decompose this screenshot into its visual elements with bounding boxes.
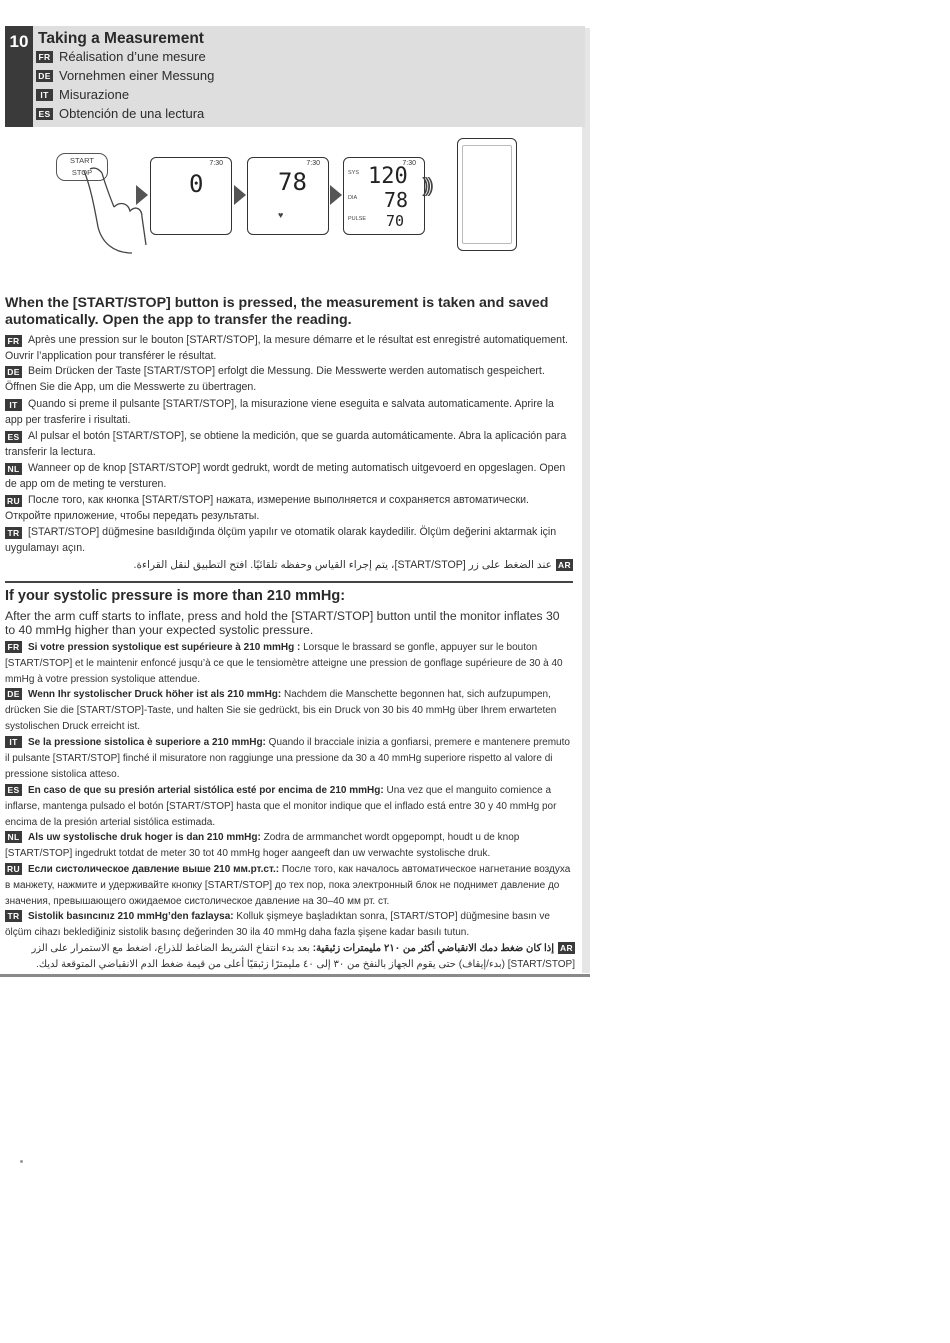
instruction-text: Al pulsar el botón [START/STOP], se obtiene la medición, que se guarda automáticamente. Abra la aplicación para transferir la lectura. — [5, 430, 567, 458]
instruction-text: Wanneer op de knop [START/STOP] wordt gedrukt, wordt de meting automatisch uitgevoerd en opgeslagen. Open de app om de meting te versturen. — [5, 462, 566, 490]
lcd-pulse-value: 70 — [386, 212, 405, 230]
note-heading: Sistolik basıncınız 210 mmHg’den fazlaysa: — [28, 911, 234, 922]
dia-label: DIA — [348, 195, 358, 201]
measurement-illustration — [40, 135, 580, 265]
section2-lead: After the arm cuff starts to inflate, press and hold the [START/STOP] button until the monitor inflates 30 to 40 mmHg higher than your expected systolic pressure. — [5, 609, 560, 637]
note-text: Zodra de armmanchet wordt opgepompt, houdt u de knop [START/STOP] ingedrukt totdat de meter 30 tot 40 mmHg hoger aangeeft dan uw verwachte systolische druk. — [5, 832, 520, 859]
note-text: Una vez que el manguito comience a inflarse, mantenga pulsado el botón [START/STOP] hasta que el monitor indique que el inflado está entre 30 y 40 mmHg por encima de la presión arterial sistólica estimada. — [5, 785, 557, 828]
instruction-tr — [5, 524, 573, 556]
arrow-icon — [136, 185, 148, 205]
note-heading: Wenn Ihr systolischer Druck höher ist als 210 mmHg: — [28, 689, 282, 700]
note-nl — [5, 830, 575, 862]
language-code: FR — [36, 51, 53, 63]
language-code: ES — [5, 431, 22, 443]
step-number: 10 — [5, 26, 33, 127]
subtitle-text: Misurazione — [59, 87, 130, 102]
language-code: NL — [5, 831, 22, 843]
instruction-fr — [5, 332, 573, 364]
section-title: Taking a Measurement — [38, 30, 204, 47]
page-edge-shadow — [582, 28, 590, 973]
language-code: ES — [36, 108, 53, 120]
language-code: RU — [5, 863, 22, 875]
instruction-ar — [5, 557, 573, 573]
lcd-value: 0 — [189, 170, 204, 198]
language-code: FR — [5, 641, 22, 653]
language-code: IT — [36, 89, 53, 101]
note-text: Quando il bracciale inizia a gonfiarsi, premere e mantenere premuto il pulsante [START/STOP] finché il misuratore non raggiunge una pressione da 30 a 40 mmHg superiore rispetto al valore di pressione sistolica atteso. — [5, 737, 570, 780]
instruction-text: После того, как кнопка [START/STOP] нажата, измерение выполняется и сохраняется автоматически. Откройте приложение, чтобы передать результаты. — [5, 494, 529, 522]
lcd-time: 7:30 — [306, 160, 320, 167]
lcd-time: 7:30 — [402, 160, 416, 167]
subtitle-it — [36, 87, 129, 102]
subtitle-text: Réalisation d’une mesure — [59, 49, 206, 64]
pulse-label: PULSE — [348, 216, 367, 222]
note-text: Lorsque le brassard se gonfle, appuyer sur le bouton [START/STOP] et le maintenir enfoncé jusqu’à ce que le tensiomètre atteigne une pression de gonflage supérieure de 30 à 40 mmHg à votre pression systolique attendue. — [5, 642, 563, 685]
instruction-text: [START/STOP] düğmesine basıldığında ölçüm yapılır ve otomatik olarak kaydedilir. Ölçüm değerini aktarmak için uygulamayı açın. — [5, 526, 557, 554]
note-heading: Si votre pression systolique est supérieure à 210 mmHg : — [28, 642, 301, 653]
button-label-start: START — [70, 156, 94, 165]
arrow-icon — [330, 185, 342, 205]
instruction-text: Beim Drücken der Taste [START/STOP] erfolgt die Messung. Die Messwerte werden automatisch gespeichert. Öffnen Sie die App, um die Messwerte zu übertragen. — [5, 365, 545, 393]
language-code: AR — [556, 559, 573, 571]
note-heading: Als uw systolische druk hoger is dan 210 mmHg: — [28, 832, 261, 843]
note-text: بعد بدء انتفاخ الشريط الضاغط للذراع، اضغط مع الاستمرار على الزر [START/STOP] (بدء/إيقاف) حتى يقوم الجهاز بالنفخ من ٣٠ إلى ٤٠ مليمترًا زئبقيًا أعلى من قيمة ضغط الدم الانقباضي المتوقعة لديك. — [31, 943, 575, 970]
note-it — [5, 735, 575, 782]
lcd-time: 7:30 — [209, 160, 223, 167]
language-code: IT — [5, 399, 22, 411]
note-heading: إذا كان ضغط دمك الانقباضي أكثر من ٢١٠ مليمترات زئبقية: — [312, 943, 554, 954]
language-code: FR — [5, 335, 22, 347]
instruction-text: Quando si preme il pulsante [START/STOP], la misurazione viene eseguita e salvata automaticamente. Aprire la app per trasferire i risultati. — [5, 398, 554, 426]
section2-heading: If your systolic pressure is more than 210 mmHg: — [5, 588, 346, 604]
note-de — [5, 687, 575, 734]
lcd-value: 78 — [278, 168, 307, 196]
section-header — [5, 26, 585, 127]
instruction-nl — [5, 460, 573, 492]
note-text: После того, как началось автоматическое нагнетание воздуха в манжету, нажмите и удерживайте кнопку [START/STOP] до тех пор, пока электронный блок не поднимет давление до значения, превышающего ожидаемое систолическое давление на 30–40 мм рт. ст. — [5, 864, 571, 907]
instruction-text: عند الضغط على زر [START/STOP]، يتم إجراء القياس وحفظه تلقائيًا. افتح التطبيق لنقل القراءة. — [133, 559, 552, 571]
language-code: AR — [558, 942, 575, 954]
subtitle-text: Obtención de una lectura — [59, 106, 205, 121]
language-code: NL — [5, 463, 22, 475]
note-fr — [5, 640, 575, 687]
note-text: Kolluk şişmeye başladıktan sonra, [START/STOP] düğmesine basın ve ölçüm cihazı beklediğiniz sistolik basınç değerinden 30 ila 40 mmHg daha fazla şişene kadar basılı tutun. — [5, 911, 550, 938]
instruction-text: Après une pression sur le bouton [START/STOP], la mesure démarre et le résultat est enregistré automatiquement. Ouvrir l’application pour transférer le résultat. — [5, 334, 568, 362]
note-ar — [5, 941, 575, 973]
lcd-screen-start — [150, 157, 232, 235]
section1-heading: When the [START/STOP] button is pressed, the measurement is taken and saved automatically. Open the app to transfer the reading. — [5, 295, 549, 328]
smartphone-icon — [457, 138, 517, 251]
note-heading: Если систолическое давление выше 210 мм.рт.ст.: — [28, 864, 280, 875]
instruction-de — [5, 363, 573, 395]
subtitle-es — [36, 106, 204, 121]
note-tr — [5, 909, 575, 941]
language-code: TR — [5, 910, 22, 922]
language-code: ES — [5, 784, 22, 796]
instruction-es — [5, 428, 573, 460]
language-code: DE — [36, 70, 53, 82]
button-label-stop: STOP — [71, 168, 93, 177]
language-code: RU — [5, 495, 22, 507]
lcd-sys-value: 120 — [368, 164, 408, 189]
language-code: TR — [5, 527, 22, 539]
note-heading: En caso de que su presión arterial sistólica esté por encima de 210 mmHg: — [28, 785, 384, 796]
lcd-dia-value: 78 — [384, 188, 409, 212]
lcd-screen-measuring — [247, 157, 329, 235]
arrow-icon — [234, 185, 246, 205]
subtitle-text: Vornehmen einer Messung — [59, 68, 215, 83]
instruction-it — [5, 396, 573, 428]
language-code: IT — [5, 736, 22, 748]
note-heading: Se la pressione sistolica è superiore a 210 mmHg: — [28, 737, 266, 748]
subtitle-de — [36, 68, 214, 83]
note-ru — [5, 862, 575, 909]
page-bottom-edge — [0, 974, 590, 977]
language-code: DE — [5, 688, 22, 700]
instruction-ru — [5, 492, 573, 524]
bluetooth-waves-icon: ))) — [422, 175, 430, 197]
note-text: Nachdem die Manschette begonnen hat, sich aufzupumpen, drücken Sie die [START/STOP]-Taste, und halten Sie sie gedrückt, bis ein Druck von 30 bis 40 mmHg über Ihrem erwarteten systolischen Druck erreicht ist. — [5, 689, 557, 732]
heart-icon: ♥ — [278, 210, 284, 220]
scan-speck — [20, 1160, 23, 1163]
sys-label: SYS — [348, 170, 360, 176]
section-divider — [5, 581, 573, 583]
subtitle-fr — [36, 49, 206, 64]
language-code: DE — [5, 366, 22, 378]
note-es — [5, 783, 575, 830]
pressing-hand-icon — [80, 165, 150, 255]
lcd-screen-result — [343, 157, 425, 235]
